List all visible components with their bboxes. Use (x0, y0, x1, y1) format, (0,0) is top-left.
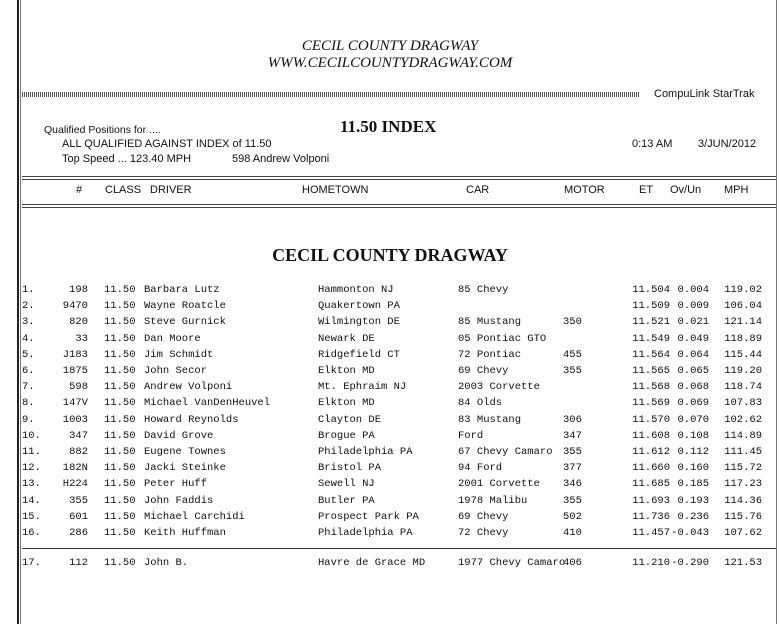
cell-ovun: 0.193 (677, 495, 709, 507)
cell-car: 1977 Chevy Camaro (458, 557, 566, 569)
cell-mph: 114.89 (724, 430, 762, 442)
cell-mph: 119.02 (724, 284, 762, 296)
dotted-divider (22, 92, 640, 97)
cell-pos: 8. (22, 397, 35, 409)
cell-motor: 455 (563, 349, 582, 361)
cell-hometown: Wilmington DE (318, 316, 400, 328)
cell-class: 11.50 (104, 557, 136, 569)
cell-ovun: 0.069 (677, 397, 709, 409)
table-row (0, 316, 780, 332)
cell-class: 11.50 (104, 462, 136, 474)
cell-driver: Michael Carchidi (144, 511, 245, 523)
cell-ovun: -0.290 (671, 557, 709, 569)
col-header-motor: MOTOR (564, 184, 605, 196)
top-speed-label: Top Speed ... 123.40 MPH (62, 153, 192, 165)
cell-num: 355 (69, 495, 88, 507)
cell-ovun: 0.068 (677, 381, 709, 393)
cell-et: 11.660 (632, 462, 670, 474)
cell-motor: 350 (563, 316, 582, 328)
cell-num: 112 (69, 557, 88, 569)
cell-pos: 13. (22, 478, 41, 490)
cell-ovun: 0.160 (677, 462, 709, 474)
cell-num: 286 (69, 527, 88, 539)
cell-class: 11.50 (104, 333, 136, 345)
cell-pos: 3. (22, 316, 35, 328)
cell-mph: 118.89 (724, 333, 762, 345)
cell-class: 11.50 (104, 381, 136, 393)
cell-class: 11.50 (104, 397, 136, 409)
col-header-class: CLASS (105, 184, 142, 196)
cell-hometown: Newark DE (318, 333, 375, 345)
cell-ovun: 0.070 (677, 414, 709, 426)
cell-hometown: Philadelphia PA (318, 527, 413, 539)
cell-hometown: Philadelphia PA (318, 446, 413, 458)
cell-motor: 406 (563, 557, 582, 569)
cell-class: 11.50 (104, 527, 136, 539)
col-header-ovun: Ov/Un (670, 184, 702, 196)
cell-num: 882 (69, 446, 88, 458)
cell-driver: Jacki Steinke (144, 462, 226, 474)
cell-driver: Andrew Volponi (144, 381, 233, 393)
cell-mph: 111.45 (724, 446, 762, 458)
header-rule-bottom2 (22, 207, 776, 208)
table-row (0, 397, 780, 413)
qualified-against-label: ALL QUALIFIED AGAINST INDEX of 11.50 (62, 138, 272, 150)
cell-et: 11.608 (632, 430, 670, 442)
cell-pos: 5. (22, 349, 35, 361)
cell-class: 11.50 (104, 316, 136, 328)
cell-hometown: Quakertown PA (318, 300, 400, 312)
cell-class: 11.50 (104, 478, 136, 490)
cell-ovun: 0.065 (677, 365, 709, 377)
cell-mph: 107.83 (724, 397, 762, 409)
cell-car: 2001 Corvette (458, 478, 540, 490)
cell-driver: John Secor (144, 365, 208, 377)
cell-driver: Barbara Lutz (144, 284, 220, 296)
cell-et: 11.564 (632, 349, 670, 361)
cell-num: 198 (69, 284, 88, 296)
row-separator (22, 548, 776, 549)
cell-motor: 355 (563, 446, 582, 458)
track-website: WWW.CECILCOUNTYDRAGWAY.COM (267, 55, 513, 71)
table-row (0, 557, 780, 573)
cell-car: 69 Chevy (458, 365, 509, 377)
cell-class: 11.50 (104, 414, 136, 426)
cell-et: 11.568 (632, 381, 670, 393)
cell-pos: 1. (22, 284, 35, 296)
cell-hometown: Havre de Grace MD (318, 557, 426, 569)
table-row (0, 478, 780, 494)
table-row (0, 300, 780, 316)
table-row (0, 495, 780, 511)
cell-hometown: Clayton DE (318, 414, 382, 426)
cell-mph: 121.53 (724, 557, 762, 569)
cell-ovun: 0.112 (677, 446, 709, 458)
cell-driver: Wayne Roatcle (144, 300, 226, 312)
cell-num: 598 (69, 381, 88, 393)
cell-class: 11.50 (104, 430, 136, 442)
cell-pos: 7. (22, 381, 35, 393)
cell-hometown: Elkton MD (318, 397, 375, 409)
cell-pos: 11. (22, 446, 41, 458)
cell-et: 11.612 (632, 446, 670, 458)
cell-et: 11.693 (632, 495, 670, 507)
cell-motor: 355 (563, 495, 582, 507)
cell-et: 11.685 (632, 478, 670, 490)
cell-car: 85 Chevy (458, 284, 509, 296)
cell-et: 11.565 (632, 365, 670, 377)
cell-mph: 115.76 (724, 511, 762, 523)
table-row (0, 446, 780, 462)
cell-ovun: 0.108 (677, 430, 709, 442)
cell-pos: 17. (22, 557, 41, 569)
cell-mph: 114.36 (724, 495, 762, 507)
section-title: CECIL COUNTY DRAGWAY (272, 245, 508, 265)
cell-class: 11.50 (104, 446, 136, 458)
cell-num: 1875 (62, 365, 88, 377)
cell-car: 67 Chevy Camaro (458, 446, 553, 458)
table-row (0, 462, 780, 478)
cell-driver: John B. (144, 557, 189, 569)
cell-motor: 306 (563, 414, 582, 426)
table-row (0, 430, 780, 446)
cell-hometown: Sewell NJ (318, 478, 375, 490)
cell-ovun: -0.043 (671, 527, 709, 539)
header-rule-bottom (22, 204, 776, 205)
cell-hometown: Butler PA (318, 495, 375, 507)
cell-ovun: 0.021 (677, 316, 709, 328)
cell-motor: 355 (563, 365, 582, 377)
cell-driver: David Grove (144, 430, 214, 442)
cell-et: 11.210 (632, 557, 670, 569)
col-header-driver: DRIVER (150, 184, 192, 196)
track-title: CECIL COUNTY DRAGWAY (301, 38, 479, 54)
cell-ovun: 0.009 (677, 300, 709, 312)
table-row (0, 365, 780, 381)
report-time: 0:13 AM (632, 138, 673, 150)
top-speed-car: 598 Andrew Volponi (232, 153, 330, 165)
cell-class: 11.50 (104, 284, 136, 296)
cell-car: 83 Mustang (458, 414, 522, 426)
col-header-mph: MPH (724, 184, 749, 196)
col-header-num: # (76, 184, 83, 196)
cell-pos: 2. (22, 300, 35, 312)
cell-mph: 117.23 (724, 478, 762, 490)
cell-class: 11.50 (104, 300, 136, 312)
cell-car: 1978 Malibu (458, 495, 528, 507)
cell-car: 72 Chevy (458, 527, 509, 539)
cell-pos: 9. (22, 414, 35, 426)
cell-driver: Steve Gurnick (144, 316, 226, 328)
cell-num: 147V (62, 397, 88, 409)
cell-et: 11.509 (632, 300, 670, 312)
cell-et: 11.569 (632, 397, 670, 409)
cell-motor: 410 (563, 527, 582, 539)
cell-num: 182N (62, 462, 88, 474)
header-rule-top (22, 176, 776, 177)
cell-mph: 119.20 (724, 365, 762, 377)
cell-motor: 346 (563, 478, 582, 490)
cell-class: 11.50 (104, 511, 136, 523)
cell-pos: 6. (22, 365, 35, 377)
cell-driver: Eugene Townes (144, 446, 226, 458)
table-row (0, 414, 780, 430)
cell-pos: 10. (22, 430, 41, 442)
cell-et: 11.521 (632, 316, 670, 328)
cell-mph: 115.44 (724, 349, 762, 361)
cell-num: 33 (75, 333, 88, 345)
cell-hometown: Ridgefield CT (318, 349, 400, 361)
cell-pos: 12. (22, 462, 41, 474)
cell-driver: Keith Huffman (144, 527, 226, 539)
cell-ovun: 0.236 (677, 511, 709, 523)
cell-car: 2003 Corvette (458, 381, 540, 393)
cell-motor: 502 (563, 511, 582, 523)
cell-pos: 4. (22, 333, 35, 345)
table-row (0, 349, 780, 365)
report-date: 3/JUN/2012 (698, 138, 757, 150)
cell-num: 601 (69, 511, 88, 523)
cell-car: 69 Chevy (458, 511, 509, 523)
cell-ovun: 0.185 (677, 478, 709, 490)
cell-pos: 14. (22, 495, 41, 507)
cell-mph: 121.14 (724, 316, 762, 328)
cell-mph: 107.62 (724, 527, 762, 539)
header-rule-top2 (22, 179, 776, 180)
cell-motor: 377 (563, 462, 582, 474)
cell-pos: 16. (22, 527, 41, 539)
cell-car: Ford (458, 430, 484, 442)
cell-num: H224 (62, 478, 88, 490)
cell-class: 11.50 (104, 349, 136, 361)
cell-hometown: Hammonton NJ (318, 284, 394, 296)
cell-num: 1003 (62, 414, 88, 426)
cell-mph: 118.74 (724, 381, 762, 393)
qualified-for-label: Qualified Positions for .... (44, 124, 161, 136)
cell-ovun: 0.049 (677, 333, 709, 345)
cell-car: 85 Mustang (458, 316, 522, 328)
cell-car: 05 Pontiac GTO (458, 333, 547, 345)
cell-num: J183 (62, 349, 88, 361)
cell-hometown: Brogue PA (318, 430, 375, 442)
cell-car: 84 Olds (458, 397, 503, 409)
cell-driver: Jim Schmidt (144, 349, 214, 361)
cell-num: 820 (69, 316, 88, 328)
col-header-et: ET (639, 184, 654, 196)
cell-mph: 106.04 (724, 300, 762, 312)
table-row (0, 284, 780, 300)
cell-driver: Peter Huff (144, 478, 208, 490)
cell-driver: Dan Moore (144, 333, 201, 345)
cell-hometown: Prospect Park PA (318, 511, 419, 523)
cell-et: 11.504 (632, 284, 670, 296)
index-title: 11.50 INDEX (340, 117, 437, 136)
cell-et: 11.457 (632, 527, 670, 539)
cell-hometown: Elkton MD (318, 365, 375, 377)
cell-driver: Michael VanDenHeuvel (144, 397, 271, 409)
cell-mph: 115.72 (724, 462, 762, 474)
cell-ovun: 0.064 (677, 349, 709, 361)
cell-hometown: Mt. Ephraim NJ (318, 381, 407, 393)
cell-car: 94 Ford (458, 462, 503, 474)
cell-mph: 102.62 (724, 414, 762, 426)
cell-class: 11.50 (104, 495, 136, 507)
cell-num: 9470 (62, 300, 88, 312)
cell-motor: 347 (563, 430, 582, 442)
cell-driver: Howard Reynolds (144, 414, 239, 426)
cell-class: 11.50 (104, 365, 136, 377)
table-row (0, 381, 780, 397)
cell-et: 11.570 (632, 414, 670, 426)
col-header-car: CAR (466, 184, 490, 196)
cell-num: 347 (69, 430, 88, 442)
cell-hometown: Bristol PA (318, 462, 382, 474)
cell-pos: 15. (22, 511, 41, 523)
table-row (0, 527, 780, 543)
cell-ovun: 0.004 (677, 284, 709, 296)
software-label: CompuLink StarTrak (654, 88, 755, 100)
table-row (0, 511, 780, 527)
cell-et: 11.736 (632, 511, 670, 523)
table-row (0, 333, 780, 349)
col-header-hometown: HOMETOWN (302, 184, 369, 196)
cell-car: 72 Pontiac (458, 349, 522, 361)
cell-et: 11.549 (632, 333, 670, 345)
cell-driver: John Faddis (144, 495, 214, 507)
